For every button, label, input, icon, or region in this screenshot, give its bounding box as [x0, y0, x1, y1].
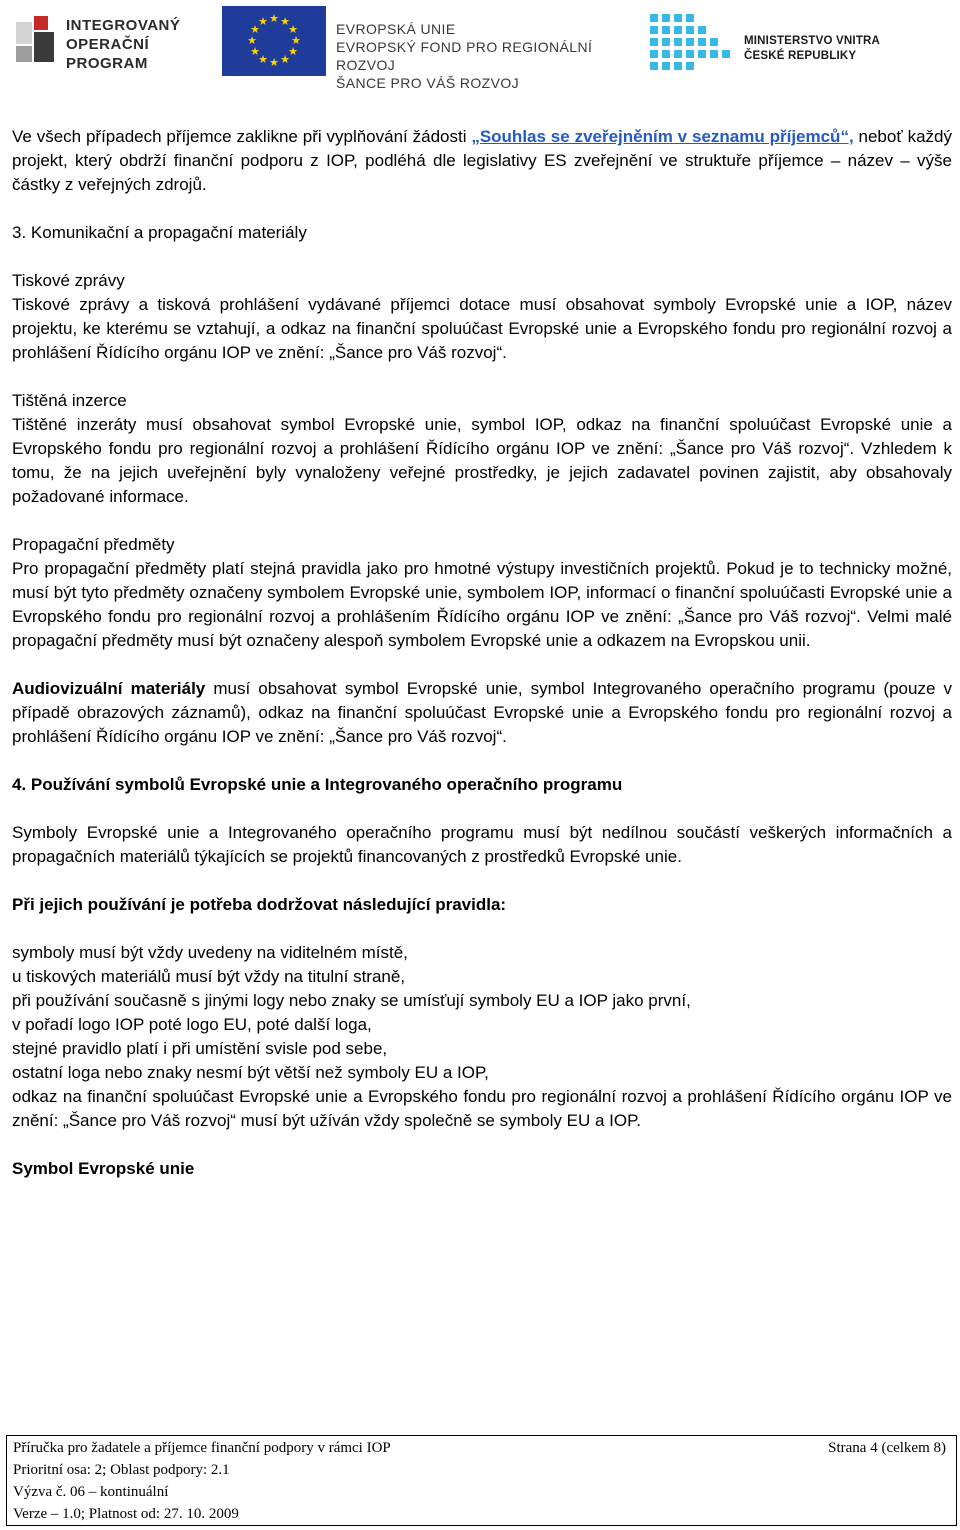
ministry-logo-line-1: MINISTERSTVO VNITRA [744, 35, 881, 47]
eu-logo-line-3: ŠANCE PRO VÁŠ ROZVOJ [336, 75, 520, 91]
footer-call: Výzva č. 06 – kontinuální [13, 1484, 169, 1500]
svg-text:★: ★ [247, 34, 257, 47]
footer-page-number: Strana 4 (celkem 8) [828, 1440, 946, 1456]
list-item: ostatní loga nebo znaky nesmí být větší než symboly EU a IOP, [12, 1063, 489, 1082]
svg-text:★: ★ [269, 56, 279, 69]
svg-text:★: ★ [250, 23, 260, 36]
footer-guide-title: Příručka pro žadatele a příjemce finanční podpory v rámci IOP [13, 1440, 391, 1456]
list-item: symboly musí být vždy uvedeny na viditelném místě, [12, 943, 408, 962]
iop-logo-line-1: INTEGROVANÝ [66, 17, 181, 34]
svg-text:★: ★ [269, 12, 279, 25]
promo-title: Propagační předměty [12, 535, 175, 554]
promo-text: Pro propagační předměty platí stejná pravidla jako pro hmotné výstupy investičních projektů. Pokud je to technicky možné, musí být tyto předměty označeny symbolem Evropské unie, symbolem IOP, informací o finanční spoluúčasti Evropské unie a Evropského fondu pro regionální rozvoj a prohlášením Řídícího orgánu IOP ve znění: „Šance pro Váš rozvoj“. Velmi malé propagační předměty musí být označeny alespoň symbolem Evropské unie a odkazem na Evropskou unii. [12, 559, 952, 650]
audiovisual-paragraph [12, 677, 952, 749]
list-item: v pořadí logo IOP poté logo EU, poté další loga, [12, 1015, 372, 1034]
eu-logo-line-1: EVROPSKÁ UNIE [336, 21, 456, 37]
document-body [12, 125, 952, 1181]
section-4-text: Symboly Evropské unie a Integrovaného operačního programu musí být nedílnou součástí veškerých informačních a propagačních materiálů týkajících se projektů financovaných z prostředků Evropské unie. [12, 823, 952, 866]
svg-text:★: ★ [250, 45, 260, 58]
footer-priority: Prioritní osa: 2; Oblast podpory: 2.1 [13, 1462, 230, 1478]
iop-logo-line-2: OPERAČNÍ [66, 36, 150, 53]
ministry-logo [648, 10, 888, 74]
page-header [0, 0, 960, 91]
list-item: při používání současně s jinými logy nebo znaky se umísťují symboly EU a IOP jako první, [12, 991, 691, 1010]
svg-text:★: ★ [288, 45, 298, 58]
press-title: Tiskové zprávy [12, 271, 125, 290]
ministry-logo-line-2: ČESKÉ REPUBLIKY [744, 50, 857, 62]
intro-post: neboť každý projekt, který obdrží finanční podporu z IOP, podléhá dle legislativy ES zveřejnění ve struktuře příjemce – název – výše částky z veřejných zdrojů. [12, 127, 952, 194]
print-title: Tištěná inzerce [12, 391, 127, 410]
symbol-eu-title: Symbol Evropské unie [12, 1159, 195, 1178]
eu-flag-icon [222, 6, 326, 76]
rules-title: Při jejich používání je potřeba dodržovat následující pravidla: [12, 895, 507, 914]
svg-text:★: ★ [280, 15, 290, 28]
section-3-heading: 3. Komunikační a propagační materiály [12, 223, 307, 242]
iop-logo-line-3: PROGRAM [66, 55, 148, 72]
press-text: Tiskové zprávy a tisková prohlášení vydávané příjemci dotace musí obsahovat symboly Evropské unie a IOP, název projektu, ke kterému se vztahují, a odkaz na finanční spoluúčast Evropské unie a Evropského fondu pro regionální rozvoj a prohlášení Řídícího orgánu IOP ve znění: „Šance pro Váš rozvoj“. [12, 295, 952, 362]
svg-text:★: ★ [280, 53, 290, 66]
ministry-dots-icon [648, 10, 734, 74]
audiovisual-title: Audiovizuální materiály [12, 679, 206, 698]
svg-text:★: ★ [258, 53, 268, 66]
rules-list [12, 941, 952, 1133]
list-item: u tiskových materiálů musí být vždy na titulní straně, [12, 967, 406, 986]
eu-logo [222, 6, 632, 91]
intro-paragraph [12, 125, 952, 197]
page-footer [6, 1435, 957, 1526]
svg-text:★: ★ [258, 15, 268, 28]
audiovisual-text: musí obsahovat symbol Evropské unie, symbol Integrovaného operačního programu (pouze v případě obrazových záznamů), odkaz na finanční spoluúčast Evropské unie a Evropského fondu pro regionální rozvoj a prohlášení Řídícího orgánu IOP ve znění: „Šance pro Váš rozvoj“. [12, 679, 953, 746]
svg-text:★: ★ [288, 23, 298, 36]
list-item: stejné pravidlo platí i při umístění svisle pod sebe, [12, 1039, 388, 1058]
eu-logo-line-2: EVROPSKÝ FOND PRO REGIONÁLNÍ ROZVOJ [336, 39, 593, 73]
list-item: odkaz na finanční spoluúčast Evropské unie a Evropského fondu pro regionální rozvoj a prohlášení Řídícího orgánu IOP ve znění: „Šance pro Váš rozvoj“ musí být užíván vždy společně se symboly EU a IOP. [12, 1087, 952, 1130]
consent-link[interactable]: „Souhlas se zveřejněním v seznamu příjemců“, [471, 127, 854, 146]
svg-text:★: ★ [291, 34, 301, 47]
iop-logo [12, 10, 194, 74]
print-text: Tištěné inzeráty musí obsahovat symbol Evropské unie, symbol IOP, odkaz na finanční spoluúčast Evropské unie a Evropského fondu pro regionální rozvoj a prohlášení Řídícího orgánu IOP ve znění: „Šance pro Váš rozvoj“. Vzhledem k tomu, že na jejich uveřejnění byly vynaloženy veřejné prostředky, je jejich zadavatel povinen zajistit, aby obsahovaly požadované informace. [12, 415, 952, 506]
intro-pre: Ve všech případech příjemce zaklikne při vyplňování žádosti [12, 127, 472, 146]
section-4-heading: 4. Používání symbolů Evropské unie a Integrovaného operačního programu [12, 775, 623, 794]
footer-version: Verze – 1.0; Platnost od: 27. 10. 2009 [13, 1506, 239, 1522]
iop-emblem-icon [12, 14, 62, 70]
